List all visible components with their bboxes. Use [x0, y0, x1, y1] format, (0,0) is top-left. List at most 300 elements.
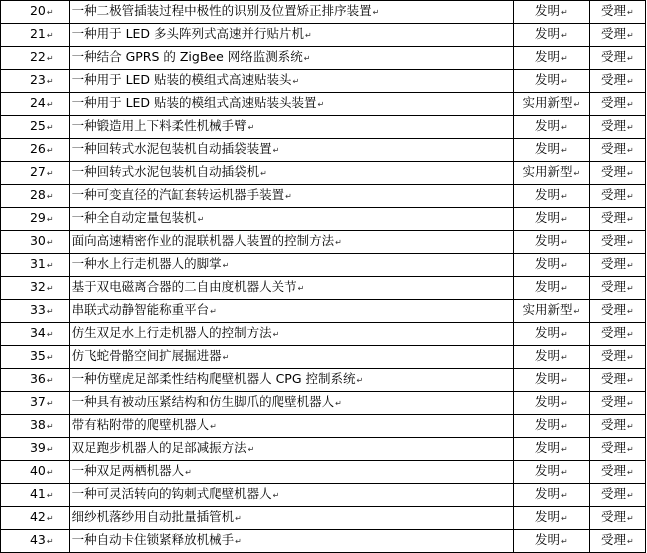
row-number-cell: [1, 369, 70, 392]
patent-name-cell: [69, 116, 513, 139]
paragraph-mark-icon: ↵: [560, 445, 568, 454]
patent-status-cell: [589, 300, 645, 323]
patent-type-cell: [513, 346, 589, 369]
patent-type: 发明: [534, 72, 560, 87]
table-row: [1, 300, 646, 323]
paragraph-mark-icon: ↵: [46, 468, 54, 477]
paragraph-mark-icon: ↵: [46, 238, 54, 247]
paragraph-mark-icon: ↵: [560, 8, 568, 17]
paragraph-mark-icon: ↵: [305, 31, 312, 40]
patent-name-cell: [69, 231, 513, 254]
paragraph-mark-icon: ↵: [626, 261, 634, 270]
patent-type: 发明: [534, 463, 560, 478]
paragraph-mark-icon: ↵: [626, 468, 634, 477]
table-row: [1, 1, 646, 24]
paragraph-mark-icon: ↵: [46, 54, 54, 63]
paragraph-mark-icon: ↵: [46, 146, 54, 155]
paragraph-mark-icon: ↵: [560, 491, 568, 500]
table-row: [1, 438, 646, 461]
patent-status-cell: [589, 116, 645, 139]
patent-type-cell: [513, 139, 589, 162]
paragraph-mark-icon: ↵: [560, 31, 568, 40]
patent-name-cell: [69, 438, 513, 461]
paragraph-mark-icon: ↵: [626, 307, 634, 316]
patent-status-cell: [589, 231, 645, 254]
table-row: [1, 139, 646, 162]
patent-status: 受理: [600, 348, 626, 363]
paragraph-mark-icon: ↵: [46, 123, 54, 132]
paragraph-mark-icon: ↵: [626, 353, 634, 362]
row-number: 38: [29, 417, 46, 432]
paragraph-mark-icon: ↵: [210, 307, 217, 316]
row-number: 25: [29, 118, 46, 133]
paragraph-mark-icon: ↵: [46, 8, 54, 17]
patent-name: 面向高速精密作业的混联机器人装置的控制方法: [71, 233, 335, 248]
patent-name-cell: [69, 70, 513, 93]
patent-status: 受理: [600, 118, 626, 133]
row-number: 37: [29, 394, 46, 409]
paragraph-mark-icon: ↵: [272, 330, 280, 339]
patent-status: 受理: [600, 187, 626, 202]
patent-name-cell: [69, 24, 513, 47]
table-row: [1, 47, 646, 70]
patent-name: 一种用于 LED 贴装的模组式高速贴装头: [71, 72, 292, 87]
patent-type-cell: [513, 254, 589, 277]
table-row: [1, 24, 646, 47]
paragraph-mark-icon: ↵: [626, 100, 634, 109]
patent-status-cell: [589, 461, 645, 484]
patent-status-cell: [589, 484, 645, 507]
paragraph-mark-icon: ↵: [46, 491, 54, 500]
paragraph-mark-icon: ↵: [46, 307, 54, 316]
paragraph-mark-icon: ↵: [297, 284, 305, 293]
paragraph-mark-icon: ↵: [560, 123, 568, 132]
patent-name-cell: [69, 415, 513, 438]
patent-type: 发明: [534, 371, 560, 386]
paragraph-mark-icon: ↵: [317, 100, 325, 109]
patent-status-cell: [589, 254, 645, 277]
row-number-cell: [1, 461, 70, 484]
patent-name: 一种水上行走机器人的脚掌: [71, 256, 222, 271]
patent-status: 受理: [600, 371, 626, 386]
patent-status-cell: [589, 438, 645, 461]
paragraph-mark-icon: ↵: [560, 77, 568, 86]
patent-name: 带有粘附带的爬壁机器人: [71, 417, 210, 432]
paragraph-mark-icon: ↵: [626, 77, 634, 86]
table-row: [1, 415, 646, 438]
patent-status-cell: [589, 70, 645, 93]
table-row: [1, 162, 646, 185]
row-number-cell: [1, 392, 70, 415]
patent-name: 一种双足两栖机器人: [71, 463, 185, 478]
patent-type-cell: [513, 70, 589, 93]
paragraph-mark-icon: ↵: [235, 514, 242, 523]
patent-name: 一种自动卡住锁紧释放机械手: [71, 532, 235, 547]
paragraph-mark-icon: ↵: [626, 215, 634, 224]
row-number-cell: [1, 323, 70, 346]
paragraph-mark-icon: ↵: [260, 169, 267, 178]
paragraph-mark-icon: ↵: [626, 445, 634, 454]
patent-status: 受理: [600, 141, 626, 156]
paragraph-mark-icon: ↵: [626, 284, 634, 293]
patent-name: 细纱机落纱用自动批量插管机: [71, 509, 235, 524]
row-number: 22: [29, 49, 46, 64]
paragraph-mark-icon: ↵: [46, 77, 54, 86]
patent-status: 受理: [600, 3, 626, 18]
patent-status: 受理: [600, 417, 626, 432]
table-row: [1, 231, 646, 254]
patent-name: 仿飞蛇骨骼空间扩展掘进器: [71, 348, 222, 363]
patent-name-cell: [69, 484, 513, 507]
patent-status: 受理: [600, 72, 626, 87]
patent-name-cell: [69, 346, 513, 369]
paragraph-mark-icon: ↵: [235, 537, 242, 546]
patent-status: 受理: [600, 486, 626, 501]
patent-type-cell: [513, 323, 589, 346]
row-number-cell: [1, 300, 70, 323]
patent-status-cell: [589, 415, 645, 438]
patent-status-cell: [589, 507, 645, 530]
patent-type-cell: [513, 24, 589, 47]
paragraph-mark-icon: ↵: [626, 491, 634, 500]
paragraph-mark-icon: ↵: [560, 422, 568, 431]
patent-status-cell: [589, 530, 645, 553]
patent-name: 基于双电磁离合器的二自由度机器人关节: [71, 279, 297, 294]
paragraph-mark-icon: ↵: [626, 169, 634, 178]
patent-type: 发明: [534, 256, 560, 271]
row-number-cell: [1, 208, 70, 231]
patent-type-cell: [513, 231, 589, 254]
patent-status: 受理: [600, 440, 626, 455]
paragraph-mark-icon: ↵: [573, 100, 581, 109]
row-number: 27: [29, 164, 46, 179]
paragraph-mark-icon: ↵: [626, 376, 634, 385]
patent-name-cell: [69, 47, 513, 70]
paragraph-mark-icon: ↵: [292, 77, 300, 86]
row-number-cell: [1, 47, 70, 70]
patent-type-cell: [513, 116, 589, 139]
row-number-cell: [1, 277, 70, 300]
patent-name: 双足跑步机器人的足部减振方法: [71, 440, 247, 455]
patent-status: 受理: [600, 302, 626, 317]
paragraph-mark-icon: ↵: [626, 54, 634, 63]
patent-name-cell: [69, 507, 513, 530]
patent-status: 受理: [600, 26, 626, 41]
paragraph-mark-icon: ↵: [46, 284, 54, 293]
row-number-cell: [1, 24, 70, 47]
patent-name: 一种用于 LED 贴装的模组式高速贴装头装置: [71, 95, 317, 110]
patent-name: 一种回转式水泥包装机自动插袋装置: [71, 141, 272, 156]
patent-status-cell: [589, 93, 645, 116]
paragraph-mark-icon: ↵: [335, 399, 342, 408]
paragraph-mark-icon: ↵: [46, 399, 54, 408]
patent-name-cell: [69, 139, 513, 162]
row-number: 42: [29, 509, 46, 524]
row-number: 23: [29, 72, 46, 87]
patent-type-cell: [513, 530, 589, 553]
patent-name-cell: [69, 392, 513, 415]
row-number: 41: [29, 486, 46, 501]
row-number: 33: [29, 302, 46, 317]
patent-type: 发明: [534, 233, 560, 248]
paragraph-mark-icon: ↵: [560, 468, 568, 477]
row-number: 21: [29, 26, 46, 41]
paragraph-mark-icon: ↵: [626, 192, 634, 201]
patent-type-cell: [513, 392, 589, 415]
patent-type: 发明: [534, 532, 560, 547]
table-row: [1, 277, 646, 300]
patent-status: 受理: [600, 164, 626, 179]
patent-name-cell: [69, 93, 513, 116]
patent-type: 发明: [534, 141, 560, 156]
row-number-cell: [1, 185, 70, 208]
row-number-cell: [1, 231, 70, 254]
row-number-cell: [1, 415, 70, 438]
paragraph-mark-icon: ↵: [46, 330, 54, 339]
patent-name-cell: [69, 1, 513, 24]
patent-name: 一种用于 LED 多头阵列式高速并行贴片机: [71, 26, 305, 41]
row-number-cell: [1, 116, 70, 139]
patent-status: 受理: [600, 509, 626, 524]
patent-status-cell: [589, 346, 645, 369]
table-body: [1, 1, 646, 553]
paragraph-mark-icon: ↵: [626, 514, 634, 523]
patent-name-cell: [69, 277, 513, 300]
paragraph-mark-icon: ↵: [560, 261, 568, 270]
paragraph-mark-icon: ↵: [356, 376, 364, 385]
patent-name-cell: [69, 208, 513, 231]
row-number: 39: [29, 440, 46, 455]
row-number: 20: [29, 3, 46, 18]
table-row: [1, 116, 646, 139]
paragraph-mark-icon: ↵: [560, 353, 568, 362]
paragraph-mark-icon: ↵: [210, 422, 217, 431]
patent-name: 一种仿壁虎足部柔性结构爬壁机器人 CPG 控制系统: [71, 371, 356, 386]
patent-type: 发明: [534, 509, 560, 524]
paragraph-mark-icon: ↵: [626, 146, 634, 155]
row-number: 36: [29, 371, 46, 386]
paragraph-mark-icon: ↵: [560, 330, 568, 339]
paragraph-mark-icon: ↵: [46, 169, 54, 178]
paragraph-mark-icon: ↵: [626, 422, 634, 431]
patent-name-cell: [69, 300, 513, 323]
row-number: 28: [29, 187, 46, 202]
paragraph-mark-icon: ↵: [372, 8, 380, 17]
paragraph-mark-icon: ↵: [46, 353, 54, 362]
patent-name: 一种可变直径的汽缸套转运机器手装置: [71, 187, 285, 202]
patent-type-cell: [513, 415, 589, 438]
paragraph-mark-icon: ↵: [626, 330, 634, 339]
patent-type: 发明: [534, 440, 560, 455]
row-number: 26: [29, 141, 46, 156]
table-row: [1, 530, 646, 553]
patent-type: 发明: [534, 348, 560, 363]
patent-type: 发明: [534, 210, 560, 225]
patent-name-cell: [69, 461, 513, 484]
paragraph-mark-icon: ↵: [560, 514, 568, 523]
paragraph-mark-icon: ↵: [46, 192, 54, 201]
row-number: 31: [29, 256, 46, 271]
paragraph-mark-icon: ↵: [46, 215, 54, 224]
table-row: [1, 93, 646, 116]
table-row: [1, 392, 646, 415]
paragraph-mark-icon: ↵: [626, 238, 634, 247]
patent-status: 受理: [600, 233, 626, 248]
patent-type: 发明: [534, 486, 560, 501]
patent-type-cell: [513, 208, 589, 231]
paragraph-mark-icon: ↵: [573, 307, 581, 316]
patent-status-cell: [589, 139, 645, 162]
row-number-cell: [1, 139, 70, 162]
patent-status: 受理: [600, 256, 626, 271]
patent-status: 受理: [600, 532, 626, 547]
patent-status: 受理: [600, 463, 626, 478]
paragraph-mark-icon: ↵: [560, 146, 568, 155]
patent-status: 受理: [600, 49, 626, 64]
patent-status-cell: [589, 208, 645, 231]
patent-type-cell: [513, 461, 589, 484]
paragraph-mark-icon: ↵: [626, 8, 634, 17]
row-number: 29: [29, 210, 46, 225]
paragraph-mark-icon: ↵: [560, 215, 568, 224]
row-number-cell: [1, 346, 70, 369]
row-number: 43: [29, 532, 46, 547]
paragraph-mark-icon: ↵: [560, 399, 568, 408]
patent-status: 受理: [600, 95, 626, 110]
patent-status-cell: [589, 47, 645, 70]
table-row: [1, 461, 646, 484]
patent-type-cell: [513, 300, 589, 323]
patent-name: 仿生双足水上行走机器人的控制方法: [71, 325, 272, 340]
row-number: 32: [29, 279, 46, 294]
patent-type-cell: [513, 47, 589, 70]
paragraph-mark-icon: ↵: [626, 399, 634, 408]
patent-type: 实用新型: [522, 164, 573, 179]
table-row: [1, 208, 646, 231]
table-row: [1, 484, 646, 507]
paragraph-mark-icon: ↵: [222, 261, 230, 270]
row-number: 34: [29, 325, 46, 340]
patent-name: 一种具有被动压紧结构和仿生脚爪的爬壁机器人: [71, 394, 335, 409]
patent-status-cell: [589, 392, 645, 415]
patent-type-cell: [513, 507, 589, 530]
patent-status: 受理: [600, 325, 626, 340]
patent-type-cell: [513, 438, 589, 461]
paragraph-mark-icon: ↵: [272, 491, 280, 500]
patent-status-cell: [589, 277, 645, 300]
patent-type-cell: [513, 277, 589, 300]
patent-type-cell: [513, 484, 589, 507]
patent-status: 受理: [600, 210, 626, 225]
patent-type-cell: [513, 93, 589, 116]
patent-name: 串联式动静智能称重平台: [71, 302, 210, 317]
patent-name: 一种回转式水泥包装机自动插袋机: [71, 164, 260, 179]
paragraph-mark-icon: ↵: [46, 422, 54, 431]
patent-type-cell: [513, 185, 589, 208]
patent-status-cell: [589, 185, 645, 208]
paragraph-mark-icon: ↵: [626, 31, 634, 40]
row-number-cell: [1, 93, 70, 116]
patent-type: 发明: [534, 394, 560, 409]
patent-status-cell: [589, 162, 645, 185]
paragraph-mark-icon: ↵: [272, 146, 280, 155]
paragraph-mark-icon: ↵: [46, 261, 54, 270]
patent-name: 一种二极管插装过程中极性的识别及位置矫正排序装置: [71, 3, 372, 18]
patent-type: 发明: [534, 3, 560, 18]
paragraph-mark-icon: ↵: [626, 123, 634, 132]
paragraph-mark-icon: ↵: [285, 192, 292, 201]
row-number-cell: [1, 162, 70, 185]
patent-status: 受理: [600, 279, 626, 294]
patent-type: 发明: [534, 325, 560, 340]
patent-type: 实用新型: [522, 95, 573, 110]
paragraph-mark-icon: ↵: [222, 353, 230, 362]
patent-type: 发明: [534, 49, 560, 64]
paragraph-mark-icon: ↵: [197, 215, 205, 224]
patent-type-cell: [513, 1, 589, 24]
patent-status: 受理: [600, 394, 626, 409]
patent-name-cell: [69, 254, 513, 277]
table-row: [1, 70, 646, 93]
table-row: [1, 346, 646, 369]
row-number-cell: [1, 70, 70, 93]
paragraph-mark-icon: ↵: [560, 192, 568, 201]
patent-name: 一种全自动定量包装机: [71, 210, 197, 225]
paragraph-mark-icon: ↵: [560, 284, 568, 293]
patent-name-cell: [69, 530, 513, 553]
paragraph-mark-icon: ↵: [185, 468, 192, 477]
patent-type: 发明: [534, 279, 560, 294]
patent-name-cell: [69, 162, 513, 185]
paragraph-mark-icon: ↵: [247, 445, 255, 454]
paragraph-mark-icon: ↵: [46, 31, 54, 40]
patent-name-cell: [69, 185, 513, 208]
table-row: [1, 254, 646, 277]
row-number-cell: [1, 254, 70, 277]
row-number-cell: [1, 507, 70, 530]
patent-type: 发明: [534, 118, 560, 133]
row-number: 40: [29, 463, 46, 478]
table-row: [1, 507, 646, 530]
paragraph-mark-icon: ↵: [46, 445, 54, 454]
patent-status-cell: [589, 1, 645, 24]
paragraph-mark-icon: ↵: [46, 376, 54, 385]
row-number-cell: [1, 1, 70, 24]
row-number: 24: [29, 95, 46, 110]
patent-status-cell: [589, 24, 645, 47]
row-number: 30: [29, 233, 46, 248]
paragraph-mark-icon: ↵: [46, 100, 54, 109]
table-row: [1, 369, 646, 392]
patent-type: 实用新型: [522, 302, 573, 317]
row-number-cell: [1, 530, 70, 553]
paragraph-mark-icon: ↵: [46, 537, 54, 546]
patent-type-cell: [513, 369, 589, 392]
table-row: [1, 185, 646, 208]
paragraph-mark-icon: ↵: [560, 54, 568, 63]
paragraph-mark-icon: ↵: [573, 169, 581, 178]
patent-name: 一种锻造用上下料柔性机械手臂: [71, 118, 247, 133]
paragraph-mark-icon: ↵: [247, 123, 255, 132]
patent-name: 一种可灵活转向的钩刺式爬壁机器人: [71, 486, 272, 501]
patent-name-cell: [69, 323, 513, 346]
patent-status-cell: [589, 323, 645, 346]
patent-status-cell: [589, 369, 645, 392]
patent-name-cell: [69, 369, 513, 392]
paragraph-mark-icon: ↵: [560, 238, 568, 247]
paragraph-mark-icon: ↵: [46, 514, 54, 523]
paragraph-mark-icon: ↵: [303, 54, 311, 63]
